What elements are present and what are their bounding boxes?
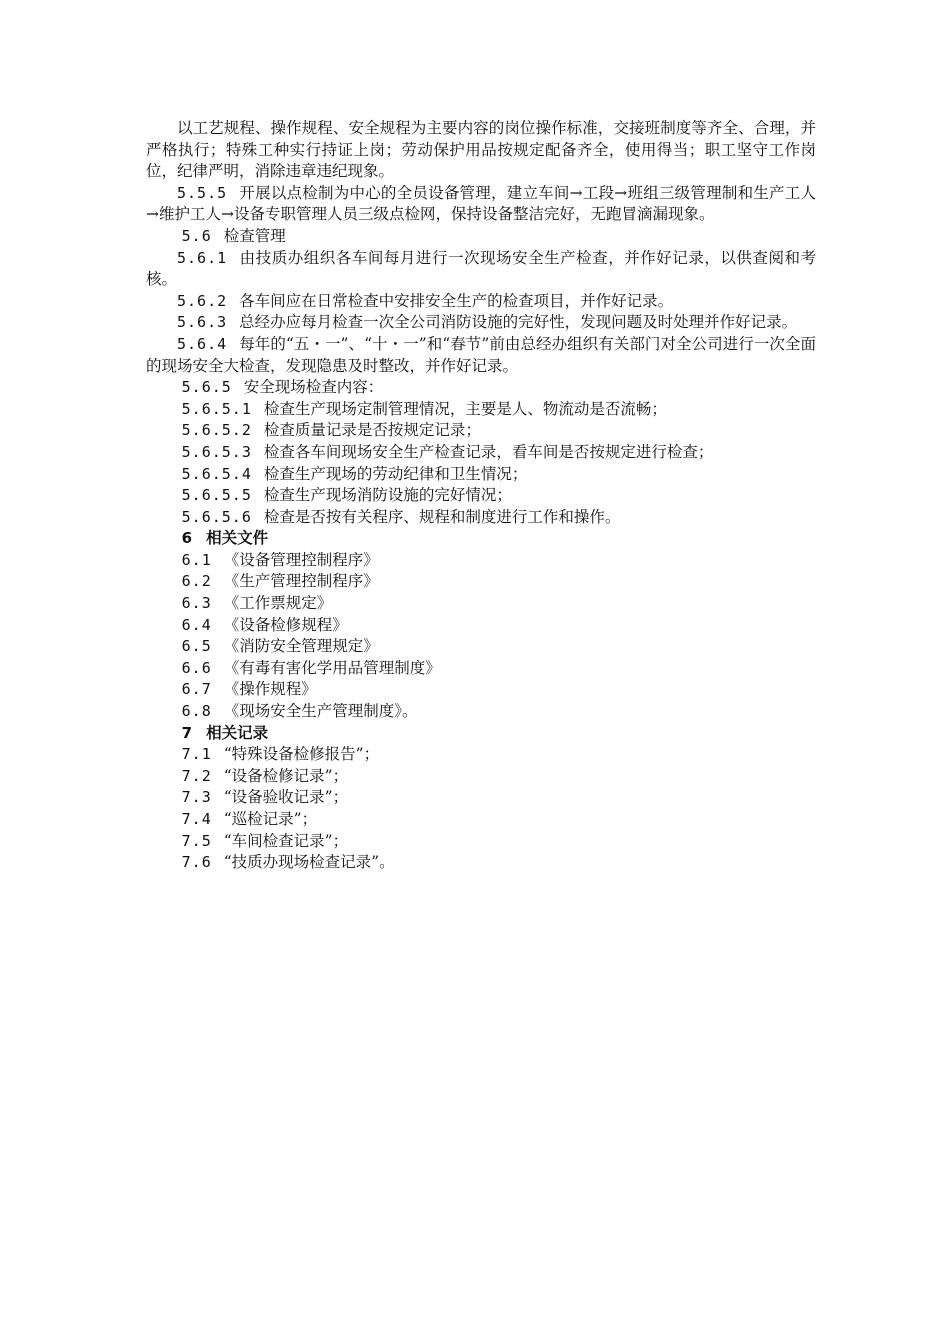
- clause-text: 安全现场检查内容：: [243, 378, 384, 397]
- related-record-item: [146, 744, 816, 766]
- related-record-item: [146, 809, 816, 831]
- item-number: 7.5: [181, 831, 212, 850]
- item-text: 《生产管理控制程序》: [223, 572, 379, 591]
- clause-text: 由技质办组织各车间每月进行一次现场安全生产检查，并作好记录，以供查阅和考核。: [146, 248, 816, 289]
- check-item: [146, 399, 816, 421]
- related-document-item: [146, 593, 816, 615]
- clause-text: 检查生产现场定制管理情况，主要是人、物流动是否流畅；: [263, 399, 667, 418]
- check-item: [146, 485, 816, 507]
- item-text: “设备验收记录”；: [223, 788, 349, 807]
- clause-text: 检查生产现场消防设施的完好情况；: [263, 486, 512, 505]
- clause-5-6: [146, 226, 816, 248]
- related-document-item: [146, 679, 816, 701]
- item-text: 《设备检修规程》: [223, 615, 348, 634]
- clause-number: 5.6.2: [177, 291, 228, 310]
- section-number: 7: [181, 723, 193, 742]
- item-text: 《消防安全管理规定》: [223, 637, 379, 656]
- clause-number: 5.6.4: [177, 334, 228, 353]
- related-record-item: [146, 852, 816, 874]
- clause-number: 5.5.5: [177, 183, 228, 202]
- clause-number: 5.6.5.6: [181, 507, 252, 526]
- item-text: “巡检记录”；: [223, 810, 318, 828]
- clause-text: 每年的“五・一”、“十・一”和“春节”前由总经办组织有关部门对全公司进行一次全面的现场安全大检查，发现隐患及时整改，并作好记录。: [146, 334, 816, 375]
- document-body: [146, 118, 816, 874]
- clause-5-6-2: [146, 291, 816, 313]
- item-text: 《有毒有害化学用品管理制度》: [223, 658, 441, 677]
- check-item: [146, 464, 816, 486]
- item-text: “设备检修记录”；: [223, 766, 349, 785]
- item-number: 6.2: [181, 572, 212, 591]
- clause-number: 5.6.5.2: [181, 421, 252, 440]
- item-number: 6.1: [181, 550, 212, 569]
- related-document-item: [146, 636, 816, 658]
- clause-5-6-1: [146, 248, 816, 291]
- clause-number: 5.6.5.3: [181, 442, 252, 461]
- item-number: 6.4: [181, 615, 212, 634]
- clause-number: 5.6.5.1: [181, 399, 252, 418]
- related-document-item: [146, 615, 816, 637]
- item-text: 《工作票规定》: [223, 594, 333, 613]
- item-text: 《设备管理控制程序》: [223, 550, 379, 569]
- item-text: 《操作规程》: [223, 680, 317, 699]
- item-text: 《现场安全生产管理制度》。: [223, 702, 418, 721]
- clause-number: 5.6.5.4: [181, 464, 252, 483]
- item-number: 7.3: [181, 788, 212, 807]
- related-document-item: [146, 701, 816, 723]
- clause-5-5-5: [146, 183, 816, 226]
- related-document-item: [146, 658, 816, 680]
- clause-text: 开展以点检制为中心的全员设备管理，建立车间→工段→班组三级管理制和生产工人→维护工人→设备专职管理人员三级点检网，保持设备整洁完好，无跑冒滴漏现象。: [146, 183, 816, 224]
- section-title: 相关文件: [206, 529, 269, 548]
- clause-number: 5.6: [181, 226, 212, 245]
- check-item: [146, 442, 816, 464]
- clause-text: 检查是否按有关程序、规程和制度进行工作和操作。: [263, 507, 621, 526]
- clause-5-6-5: [146, 377, 816, 399]
- check-item: [146, 507, 816, 529]
- related-record-item: [146, 766, 816, 788]
- clause-text: 检查生产现场的劳动纪律和卫生情况；: [263, 464, 528, 483]
- item-number: 6.6: [181, 658, 212, 677]
- item-text: “特殊设备检修报告”；: [223, 745, 380, 764]
- section-title: 相关记录: [206, 723, 269, 742]
- section-number: 6: [181, 529, 193, 548]
- related-document-item: [146, 571, 816, 593]
- section-7-heading: [146, 723, 816, 745]
- item-number: 6.3: [181, 594, 212, 613]
- clause-text: 检查各车间现场安全生产检查记录，看车间是否按规定进行检查；: [263, 442, 714, 461]
- intro-text: 以工艺规程、操作规程、安全规程为主要内容的岗位操作标准，交接班制度等齐全、合理，并严格执行；特殊工种实行持证上岗；劳动保护用品按规定配备齐全，使用得当；职工坚守工作岗位，纪律严明，消除违章违纪现象。: [146, 119, 816, 181]
- clause-number: 5.6.5.5: [181, 486, 252, 505]
- clause-number: 5.6.1: [177, 248, 228, 267]
- item-number: 6.7: [181, 680, 212, 699]
- item-text: “车间检查记录”；: [223, 831, 349, 850]
- check-item: [146, 420, 816, 442]
- related-record-item: [146, 831, 816, 853]
- clause-text: 各车间应在日常检查中安排安全生产的检查项目，并作好记录。: [239, 291, 674, 310]
- item-number: 7.2: [181, 766, 212, 785]
- clause-number: 5.6.5: [181, 378, 232, 397]
- item-number: 6.5: [181, 637, 212, 656]
- item-number: 6.8: [181, 702, 212, 721]
- clause-text: 检查质量记录是否按规定记录；: [263, 421, 481, 440]
- clause-5-6-4: [146, 334, 816, 377]
- related-record-item: [146, 787, 816, 809]
- clause-text: 总经办应每月检查一次全公司消防设施的完好性，发现问题及时处理并作好记录。: [239, 313, 798, 332]
- section-6-heading: [146, 528, 816, 550]
- clause-5-6-3: [146, 312, 816, 334]
- related-document-item: [146, 550, 816, 572]
- item-text: “技质办现场检查记录”。: [223, 853, 395, 872]
- item-number: 7.1: [181, 745, 212, 764]
- clause-number: 5.6.3: [177, 313, 228, 332]
- intro-paragraph: [146, 118, 816, 183]
- clause-text: 检查管理: [223, 226, 286, 245]
- item-number: 7.4: [181, 810, 212, 828]
- item-number: 7.6: [181, 853, 212, 872]
